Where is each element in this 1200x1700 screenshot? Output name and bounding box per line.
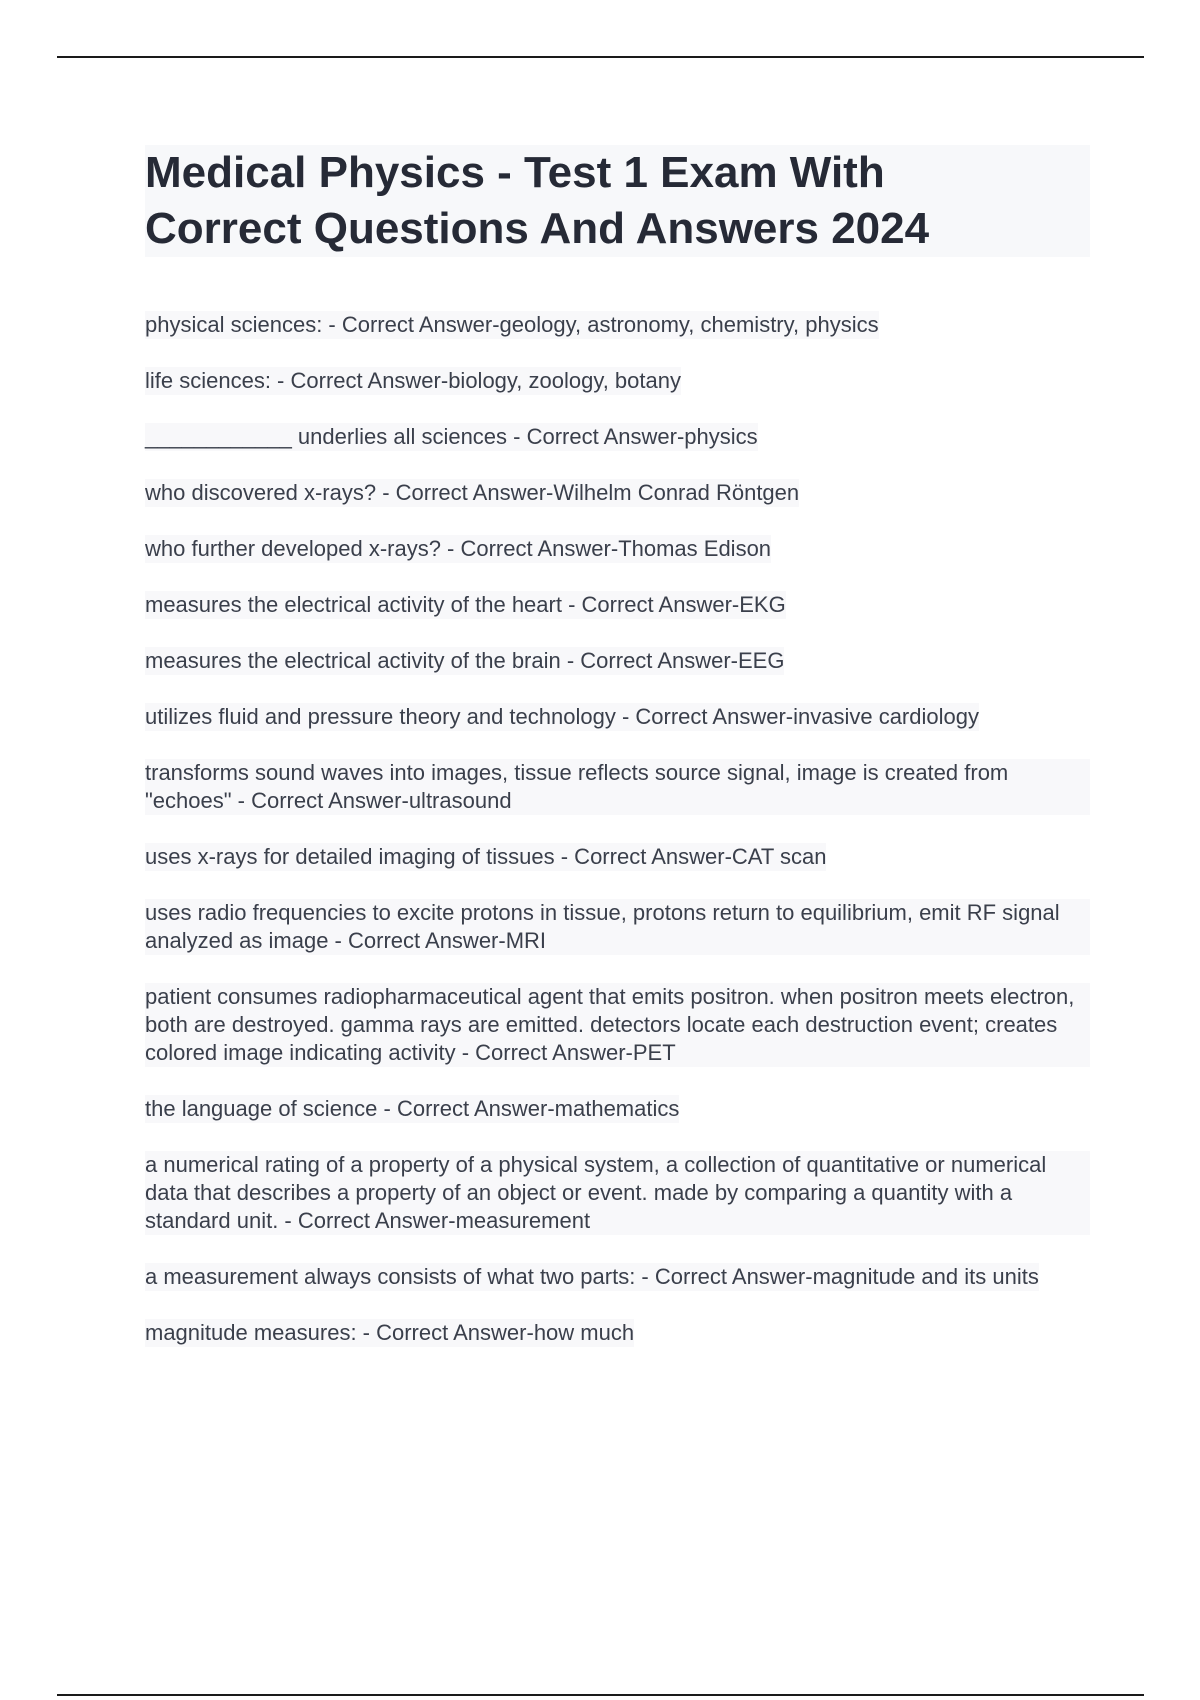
document-title-line-2: Correct Questions And Answers 2024 xyxy=(145,204,930,253)
qa-item-11: uses radio frequencies to excite protons in tissue, protons return to equilibrium, emit RF signal analyzed as image - Correct Answer-MRI xyxy=(145,899,1090,955)
qa-item-12: patient consumes radiopharmaceutical agent that emits positron. when positron meets electron, both are destroyed. gamma rays are emitted. detectors locate each destruction event; creates colored image indicating activity - Correct Answer-PET xyxy=(145,983,1090,1067)
top-rule xyxy=(57,56,1144,58)
qa-item-5: who further developed x-rays? - Correct Answer-Thomas Edison xyxy=(145,536,772,561)
bottom-rule xyxy=(57,1694,1144,1696)
qa-item-3: ____________ underlies all sciences - Correct Answer-physics xyxy=(145,424,758,449)
qa-item-14: a numerical rating of a property of a physical system, a collection of quantitative or numerical data that describes a property of an object or event. made by comparing a quantity with a standard unit. - Correct Answer-measurement xyxy=(145,1151,1090,1235)
document-title xyxy=(145,145,1090,257)
qa-item-2: life sciences: - Correct Answer-biology, zoology, botany xyxy=(145,368,681,393)
qa-item-1: physical sciences: - Correct Answer-geology, astronomy, chemistry, physics xyxy=(145,312,879,337)
qa-item-4: who discovered x-rays? - Correct Answer-Wilhelm Conrad Röntgen xyxy=(145,480,800,505)
qa-item-13: the language of science - Correct Answer-mathematics xyxy=(145,1096,680,1121)
qa-item-9: transforms sound waves into images, tissue reflects source signal, image is created from "echoes" - Correct Answer-ultrasound xyxy=(145,759,1090,815)
title-block xyxy=(145,145,1090,257)
document-title-line-1: Medical Physics - Test 1 Exam With xyxy=(145,148,885,197)
qa-item-8: utilizes fluid and pressure theory and technology - Correct Answer-invasive cardiology xyxy=(145,704,979,729)
qa-item-10: uses x-rays for detailed imaging of tissues - Correct Answer-CAT scan xyxy=(145,844,827,869)
qa-item-7: measures the electrical activity of the brain - Correct Answer-EEG xyxy=(145,648,785,673)
qa-item-6: measures the electrical activity of the heart - Correct Answer-EKG xyxy=(145,592,786,617)
qa-item-15: a measurement always consists of what two parts: - Correct Answer-magnitude and its units xyxy=(145,1264,1039,1289)
qa-item-16: magnitude measures: - Correct Answer-how much xyxy=(145,1320,635,1345)
qa-list xyxy=(145,311,1090,1375)
